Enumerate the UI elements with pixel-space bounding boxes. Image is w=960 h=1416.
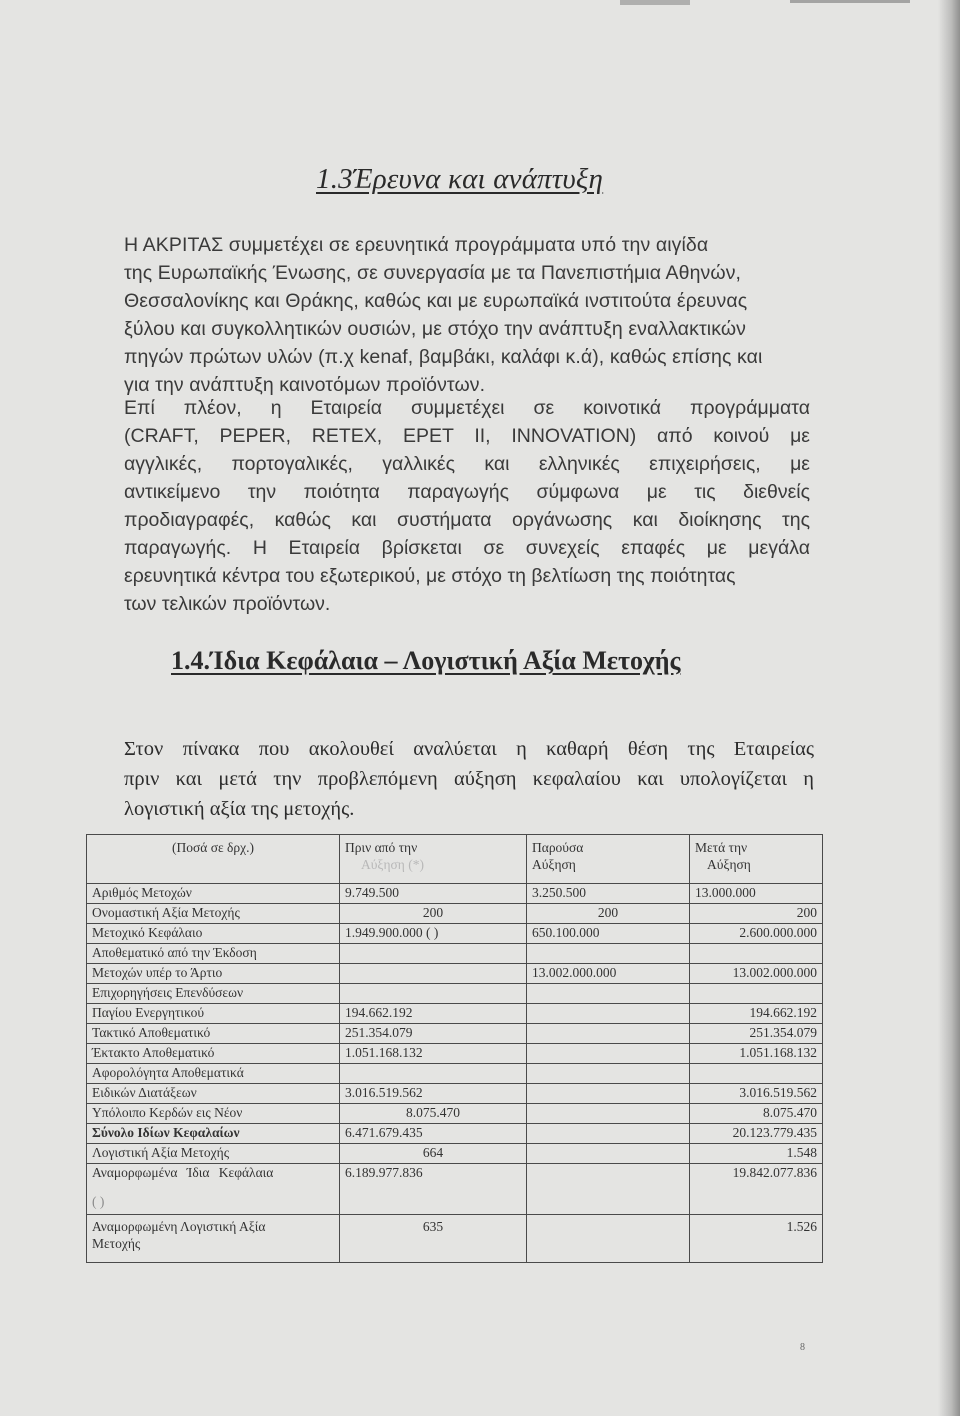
value-after: 2.600.000.000	[690, 924, 823, 944]
value-before: 664	[340, 1144, 527, 1164]
scan-artifact	[790, 0, 910, 3]
table-row	[87, 904, 823, 924]
value-after: 1.051.168.132	[690, 1044, 823, 1064]
value-before: 1.949.900.000 ( )	[340, 924, 527, 944]
text-line: της Ευρωπαϊκής Ένωσης, σε συνεργασία με τα Πανεπιστήμια Αθηνών,	[124, 262, 742, 284]
value-increase	[527, 984, 690, 1004]
header-before-line2: Αύξηση (*)	[361, 857, 424, 872]
value-increase	[527, 1044, 690, 1064]
row-label: Αποθεματικό από την Έκδοση	[87, 944, 340, 964]
text-line: πριν και μετά την προβλεπόμενη αύξηση κεφαλαίου και υπολογίζεται η	[124, 768, 814, 790]
text-line: προδιαγραφές, καθώς και συστήματα οργάνωσης και διοίκησης της	[124, 509, 810, 531]
row-label: Λογιστική Αξία Μετοχής	[87, 1144, 340, 1164]
table-row	[87, 1164, 823, 1215]
row-label: Ονομαστική Αξία Μετοχής	[87, 904, 340, 924]
page-number: 8	[800, 1342, 805, 1353]
value-after: 194.662.192	[690, 1004, 823, 1024]
value-increase: 13.002.000.000	[527, 964, 690, 984]
text-line: Στον πίνακα που ακολουθεί αναλύεται η καθαρή θέση της Εταιρείας	[124, 738, 814, 760]
value-before	[340, 1064, 527, 1084]
value-increase	[527, 1215, 690, 1263]
text-line: για την ανάπτυξη καινοτόμων προϊόντων.	[124, 374, 486, 396]
scan-edge-shadow	[938, 0, 960, 1416]
value-after: 13.000.000	[690, 884, 823, 904]
text-line: αγγλικές, πορτογαλικές, γαλλικές και ελληνικές επιχειρήσεις, με	[124, 453, 810, 475]
table-row	[87, 1215, 823, 1263]
value-increase	[527, 1084, 690, 1104]
section-title-research: 1.3Έρευνα και ανάπτυξη	[316, 163, 604, 195]
header-after-line1: Μετά την	[695, 840, 748, 855]
text-line: ερευνητικά κέντρα του εξωτερικού, με στόχο τη βελτίωση της ποιότητας	[124, 565, 736, 587]
header-before-line1: Πριν από την	[345, 840, 418, 855]
value-increase	[527, 1124, 690, 1144]
value-before	[340, 944, 527, 964]
table-row-total	[87, 1124, 823, 1144]
value-before: 1.051.168.132	[340, 1044, 527, 1064]
value-before: 3.016.519.562	[340, 1084, 527, 1104]
value-after	[690, 984, 823, 1004]
research-paragraph-1	[124, 231, 810, 399]
row-label: Μετοχών υπέρ το Άρτιο	[87, 964, 340, 984]
table-row	[87, 1024, 823, 1044]
value-increase	[527, 1104, 690, 1124]
text-line: πηγών πρώτων υλών (π.χ kenaf, βαμβάκι, καλάφι κ.ά), καθώς επίσης και	[124, 346, 763, 368]
table-row	[87, 1044, 823, 1064]
equity-intro-paragraph	[124, 734, 814, 824]
value-before: 251.354.079	[340, 1024, 527, 1044]
table-row	[87, 984, 823, 1004]
value-increase: 650.100.000	[527, 924, 690, 944]
value-increase: 200	[527, 904, 690, 924]
row-label: Έκτακτο Αποθεματικό	[87, 1044, 340, 1064]
value-before: 6.189.977.836	[340, 1164, 527, 1215]
value-after: 1.548	[690, 1144, 823, 1164]
table-row	[87, 964, 823, 984]
text-line: Θεσσαλονίκης και Θράκης, καθώς και με ευρωπαϊκά ινστιτούτα έρευνας	[124, 290, 748, 312]
value-before: 9.749.500	[340, 884, 527, 904]
header-unit: (Ποσά σε δρχ.)	[87, 835, 340, 884]
table-row	[87, 1064, 823, 1084]
text-line: παραγωγής. Η Εταιρεία βρίσκεται σε συνεχείς επαφές με μεγάλα	[124, 537, 810, 559]
row-label-note: ( )	[92, 1194, 105, 1209]
value-after: 8.075.470	[690, 1104, 823, 1124]
row-label: Αριθμός Μετοχών	[87, 884, 340, 904]
value-increase	[527, 1024, 690, 1044]
value-increase	[527, 944, 690, 964]
header-increase-line1: Παρούσα	[532, 840, 584, 855]
row-label-line2: Μετοχής	[92, 1236, 141, 1251]
header-before	[340, 835, 527, 884]
value-before	[340, 984, 527, 1004]
value-before: 200	[340, 904, 527, 924]
row-label-cell	[87, 1215, 340, 1263]
table-header-row	[87, 835, 823, 884]
row-label: Μετοχικό Κεφάλαιο	[87, 924, 340, 944]
text-line: των τελικών προϊόντων.	[124, 593, 331, 615]
section-title-equity: 1.4.Ίδια Κεφάλαια – Λογιστική Αξία Μετοχής	[171, 646, 681, 675]
text-line: λογιστική αξία της μετοχής.	[124, 798, 355, 820]
table-row	[87, 1144, 823, 1164]
value-after: 200	[690, 904, 823, 924]
row-label: Παγίου Ενεργητικού	[87, 1004, 340, 1024]
row-label: Σύνολο Ιδίων Κεφαλαίων	[87, 1124, 340, 1144]
header-increase	[527, 835, 690, 884]
value-after: 13.002.000.000	[690, 964, 823, 984]
research-paragraph-2	[124, 394, 810, 618]
header-increase-line2: Αύξηση	[532, 857, 576, 872]
row-label: Αναμορφωμένη Λογιστική Αξία	[92, 1219, 266, 1234]
table-row	[87, 944, 823, 964]
value-after: 251.354.079	[690, 1024, 823, 1044]
value-before: 8.075.470	[340, 1104, 527, 1124]
value-after: 1.526	[690, 1215, 823, 1263]
header-after-line2: Αύξηση	[707, 857, 751, 872]
row-label: Αφορολόγητα Αποθεματικά	[87, 1064, 340, 1084]
text-line: αντικείμενο την ποιότητα παραγωγής σύμφωνα με τις διεθνείς	[124, 481, 810, 503]
table-row	[87, 924, 823, 944]
row-label: Επιχορηγήσεις Επενδύσεων	[87, 984, 340, 1004]
value-increase	[527, 1004, 690, 1024]
value-after: 3.016.519.562	[690, 1084, 823, 1104]
value-before: 635	[340, 1215, 527, 1263]
text-line: Επί πλέον, η Εταιρεία συμμετέχει σε κοινοτικά προγράμματα	[124, 397, 810, 419]
scan-artifact	[620, 0, 690, 5]
value-after: 20.123.779.435	[690, 1124, 823, 1144]
value-increase: 3.250.500	[527, 884, 690, 904]
value-increase	[527, 1144, 690, 1164]
value-increase	[527, 1164, 690, 1215]
header-after	[690, 835, 823, 884]
table-row	[87, 884, 823, 904]
value-before	[340, 964, 527, 984]
value-increase	[527, 1064, 690, 1084]
value-after	[690, 944, 823, 964]
text-line: Η ΑΚΡΙΤΑΣ συμμετέχει σε ερευνητικά προγράμματα υπό την αιγίδα	[124, 234, 709, 256]
value-after: 19.842.077.836	[690, 1164, 823, 1215]
table-row	[87, 1084, 823, 1104]
table-row	[87, 1104, 823, 1124]
row-label-cell	[87, 1164, 340, 1215]
equity-table	[86, 834, 823, 1263]
text-line: ξύλου και συγκολλητικών ουσιών, με στόχο την ανάπτυξη εναλλακτικών	[124, 318, 746, 340]
value-before: 6.471.679.435	[340, 1124, 527, 1144]
row-label: Αναμορφωμένα Ίδια Κεφάλαια	[92, 1165, 274, 1180]
text-line: (CRAFT, PEPER, RETEX, EPET II, INNOVATION) από κοινού με	[124, 425, 810, 447]
row-label: Ειδικών Διατάξεων	[87, 1084, 340, 1104]
value-before: 194.662.192	[340, 1004, 527, 1024]
row-label: Τακτικό Αποθεματικό	[87, 1024, 340, 1044]
table-row	[87, 1004, 823, 1024]
value-after	[690, 1064, 823, 1084]
row-label: Υπόλοιπο Κερδών εις Νέον	[87, 1104, 340, 1124]
